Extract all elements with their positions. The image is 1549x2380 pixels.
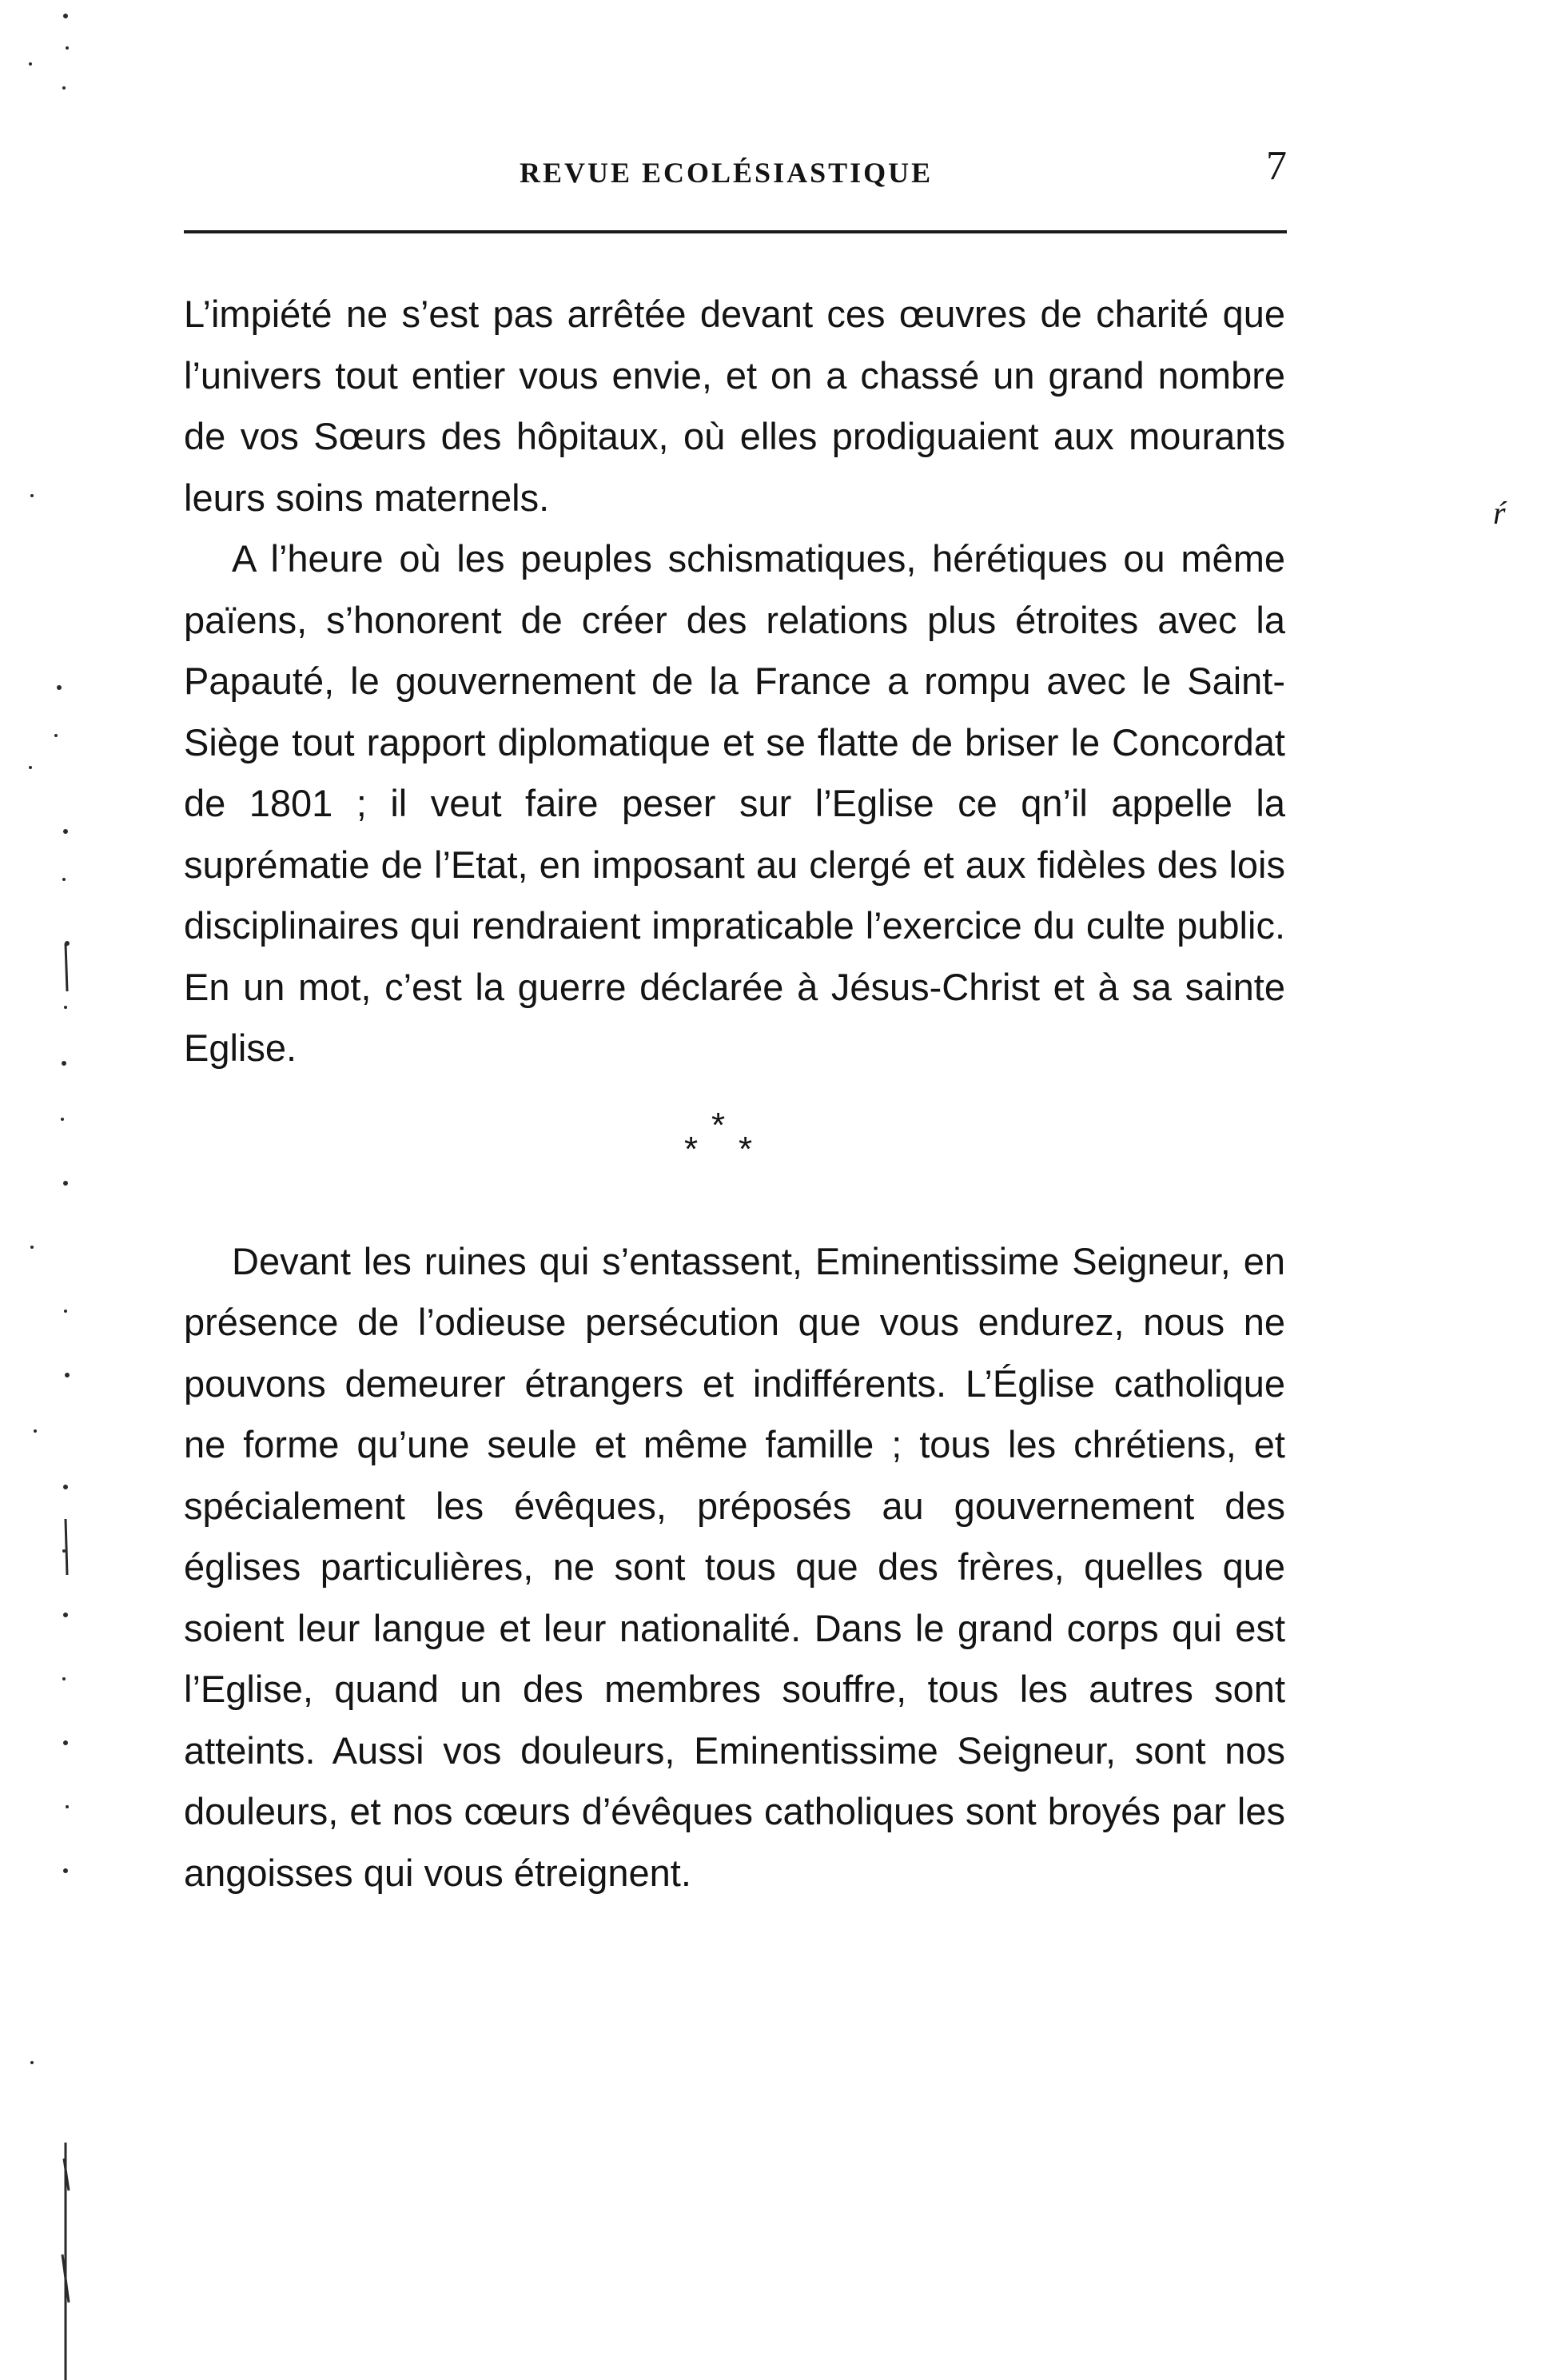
section-separator [184, 1079, 1285, 1231]
scan-edge-artifacts [24, 0, 72, 2380]
asterism-star-right: * [739, 1129, 753, 1169]
body-text [184, 284, 1285, 1904]
asterism-star-top: * [711, 1105, 726, 1145]
header-rule [184, 230, 1287, 233]
paragraph-1: L’impiété ne s’est pas arrêtée devant ces œuvres de charité que l’univers tout entier vous envie, et on a chassé un grand nombre de vos Sœurs des hôpitaux, où elles prodiguaient aux mourants leurs soins maternels. [184, 293, 1285, 519]
margin-mark: ŕ [1493, 495, 1506, 531]
paragraph-2: A l’heure où les peuples schismatiques, hérétiques ou même païens, s’honorent de créer des relations plus étroites avec la Papauté, le gouvernement de la France a rompu avec le Saint-Siège tout rapport diplomatique et se flatte de briser le Concordat de 1801 ; il veut faire peser sur l’Eglise ce qn’il appelle la suprématie de l’Etat, en imposant au clergé et aux fidèles des lois disciplinaires qui rendraient impraticable l’exercice du culte public. En un mot, c’est la guerre déclarée à Jésus-Christ et à sa sainte Eglise. [184, 537, 1285, 1069]
running-title: REVUE ECOLÉSIASTIQUE [520, 157, 934, 189]
paragraph-3: Devant les ruines qui s’entassent, Eminentissime Seigneur, en présence de l’odieuse persécution que vous endurez, nous ne pouvons demeurer étrangers et indifférents. L’Église catholique ne forme qu’une seule et même famille ; tous les chrétiens, et spécialement les évêques, préposés au gouvernement des églises particulières, ne sont tous que des frères, quelles que soient leur langue et leur nationalité. Dans le grand corps qui est l’Eglise, quand un des membres souffre, tous les autres sont atteints. Aussi vos douleurs, Eminentissime Seigneur, sont nos douleurs, et nos cœurs d’évêques catholiques sont broyés par les angoisses qui vous étreignent. [184, 1239, 1285, 1894]
running-header [184, 120, 1287, 216]
asterism-star-left: * [684, 1129, 699, 1169]
asterism [679, 1105, 775, 1172]
page-number: 7 [1266, 143, 1287, 189]
